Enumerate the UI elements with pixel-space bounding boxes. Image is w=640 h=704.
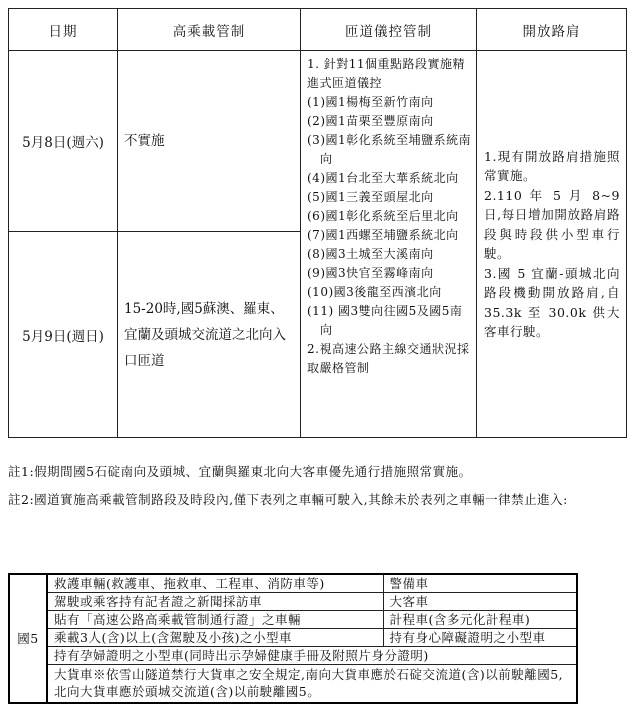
header-shoulder-opening: 開放路肩 — [477, 9, 627, 51]
header-hov-control: 高乘載管制 — [118, 9, 301, 51]
list-item: (1)國1楊梅至新竹南向 — [307, 95, 434, 109]
ramp-metering-cell — [301, 51, 477, 438]
shoulder-item: 2.110 年 5 月 8~9 日,每日增加開放路肩路段與時段供小型車行駛。 — [484, 187, 620, 261]
table-row — [9, 574, 577, 593]
list-item: (7)國1西螺至埔鹽系統北向 — [307, 228, 459, 242]
vehicle-cell: 持有身心障礙證明之小型車 — [383, 629, 577, 647]
vehicle-cell: 計程車(含多元化計程車) — [383, 611, 577, 629]
shoulder-item: 3.國 5 宜蘭-頭城北向路段機動開放路肩,自 35.3k 至 30.0k 供大客車行駛。 — [484, 265, 620, 339]
list-item: (11) 國3雙向往國5及國5南向 — [307, 304, 463, 337]
date-cell: 5月8日(週六) — [9, 51, 118, 232]
vehicle-cell: 駕駛或乘客持有記者證之新聞採訪車 — [47, 593, 383, 611]
vehicle-cell: 大客車 — [383, 593, 577, 611]
shoulder-item: 1.現有開放路肩措施照常實施。 — [484, 148, 620, 183]
list-item: (10)國3後龍至西濱北向 — [307, 285, 442, 299]
vehicle-cell: 乘載3人(含)以上(含駕駛及小孩)之小型車 — [47, 629, 383, 647]
header-date: 日期 — [9, 9, 118, 51]
list-item: (4)國1台北至大華系統北向 — [307, 171, 459, 185]
freeway-label: 國5 — [9, 574, 47, 703]
list-item: (2)國1苗栗至豐原南向 — [307, 114, 434, 128]
hov-control-cell: 15-20時,國5蘇澳、羅東、宜蘭及頭城交流道之北向入口匝道 — [118, 232, 301, 438]
table-header-row — [9, 9, 627, 51]
table-row — [9, 611, 577, 629]
table-row — [9, 593, 577, 611]
table-row — [9, 51, 627, 232]
vehicle-cell: 警備車 — [383, 574, 577, 593]
vehicle-cell: 持有孕婦證明之小型車(同時出示孕婦健康手冊及附照片身分證明) — [47, 647, 577, 665]
list-item: (6)國1彰化系統至后里北向 — [307, 209, 459, 223]
vehicle-cell: 貼有「高速公路高乘載管制通行證」之車輛 — [47, 611, 383, 629]
note-1: 註1:假期間國5石碇南向及頭城、宜蘭與羅東北向大客車優先通行措施照常實施。 — [8, 464, 472, 479]
header-ramp-metering: 匝道儀控管制 — [301, 9, 477, 51]
list-item: (3)國1彰化系統至埔鹽系統南向 — [307, 133, 472, 166]
traffic-control-table — [8, 8, 627, 438]
list-item: (8)國3土城至大溪南向 — [307, 247, 434, 261]
ramp-metering-outro: 2.視高速公路主線交通狀況採取嚴格管制 — [307, 342, 470, 375]
table-row — [9, 629, 577, 647]
hov-control-cell: 不實施 — [118, 51, 301, 232]
vehicle-cell: 救護車輛(救護車、拖救車、工程車、消防車等) — [47, 574, 383, 593]
permitted-vehicles-table — [8, 573, 578, 704]
shoulder-opening-cell — [477, 51, 627, 438]
date-cell: 5月9日(週日) — [9, 232, 118, 438]
ramp-metering-intro: 1. 針對11個重點路段實施精進式匝道儀控 — [307, 57, 466, 90]
note-2: 註2:國道實施高乘載管制路段及時段內,僅下表列之車輛可駛入,其餘未於表列之車輛一律禁止進入: — [8, 492, 568, 507]
table-row — [9, 665, 577, 704]
notes — [8, 463, 626, 519]
table-row — [9, 647, 577, 665]
list-item: (5)國1三義至頭屋北向 — [307, 190, 434, 204]
list-item: (9)國3快官至霧峰南向 — [307, 266, 434, 280]
truck-rule-cell: 大貨車※依雪山隧道禁行大貨車之安全規定,南向大貨車應於石碇交流道(含)以前駛離國5,北向大貨車應於頭城交流道(含)以前駛離國5。 — [47, 665, 577, 704]
